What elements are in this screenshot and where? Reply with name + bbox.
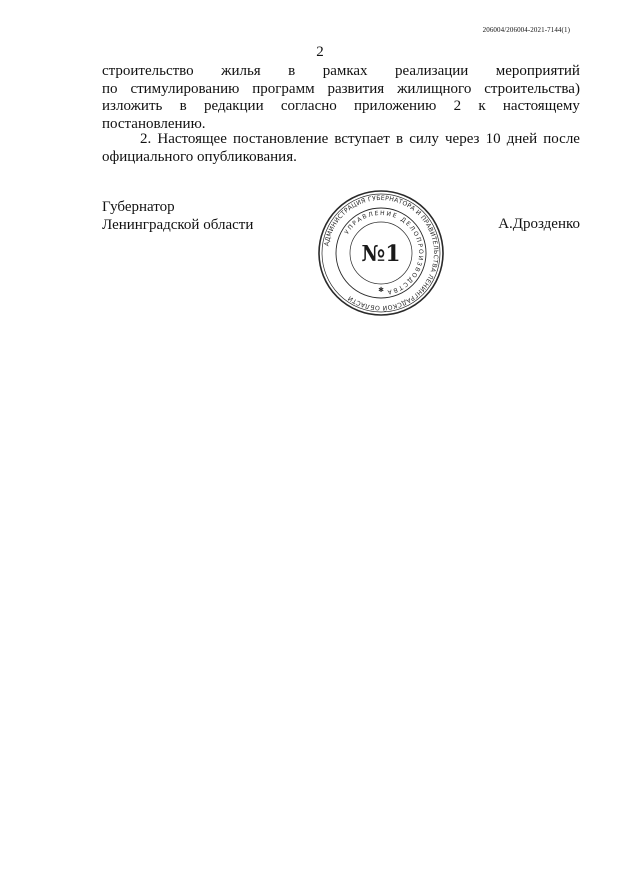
word: Настоящее [157, 131, 227, 147]
word: силу [409, 131, 439, 147]
word: жилищного [397, 80, 472, 97]
paragraph-2 [102, 131, 580, 166]
seal-inner-text: УПРАВЛЕНИЕ ДЕЛОПРОИЗВОДСТВА [343, 209, 425, 296]
word: приложению [354, 98, 437, 114]
word: после [543, 131, 580, 147]
seal-number: №1 [361, 241, 401, 267]
official-seal-stamp [316, 188, 446, 318]
paragraph-1-line-4: постановлению. [102, 115, 206, 132]
paragraph-1 [102, 63, 580, 133]
word: мероприятий [495, 63, 580, 79]
word: постановление [233, 131, 329, 147]
signatory-position: Губернатор [102, 199, 175, 215]
word: 10 [485, 131, 501, 147]
word: 2. [140, 131, 152, 147]
word: вступает [334, 131, 390, 147]
paragraph-1-line-3 [102, 98, 580, 116]
word: 2 [453, 98, 462, 114]
word: реализации [395, 63, 469, 79]
seal-outer-text: АДМИНИСТРАЦИЯ ГУБЕРНАТОРА И ПРАВИТЕЛЬСТВА ЛЕНИНГРАДСКОЙ ОБЛАСТИ [323, 194, 440, 312]
word: настоящему [502, 98, 580, 114]
word: в [395, 131, 404, 147]
word: стимулированию [130, 80, 240, 97]
word: согласно [280, 98, 337, 114]
word: жилья [221, 63, 261, 79]
word: в [179, 98, 187, 114]
word: строительства) [484, 80, 580, 97]
word: программ [252, 80, 315, 97]
word: дней [506, 131, 538, 147]
document-id: 206004/206004-2021-7144(1) [482, 26, 570, 34]
word: к [478, 98, 486, 114]
word: развития [327, 80, 385, 97]
word: по [102, 80, 118, 97]
signatory-title [102, 199, 253, 234]
paragraph-1-line-2 [102, 81, 580, 99]
word: рамках [322, 63, 368, 79]
signatory-region: Ленинградской области [102, 216, 254, 233]
page-number: 2 [316, 44, 324, 60]
word: изложить [102, 98, 163, 114]
seal-star-icon: ✱ [378, 286, 384, 294]
signatory-name: А.Дрозденко [498, 216, 580, 232]
paragraph-1-line-1 [102, 63, 580, 81]
paragraph-2-line-2: официального опубликования. [102, 148, 297, 165]
paragraph-2-line-1 [102, 131, 580, 149]
word: через [445, 131, 480, 147]
word: в [288, 63, 296, 79]
word: строительство [102, 63, 194, 79]
word: редакции [203, 98, 264, 114]
